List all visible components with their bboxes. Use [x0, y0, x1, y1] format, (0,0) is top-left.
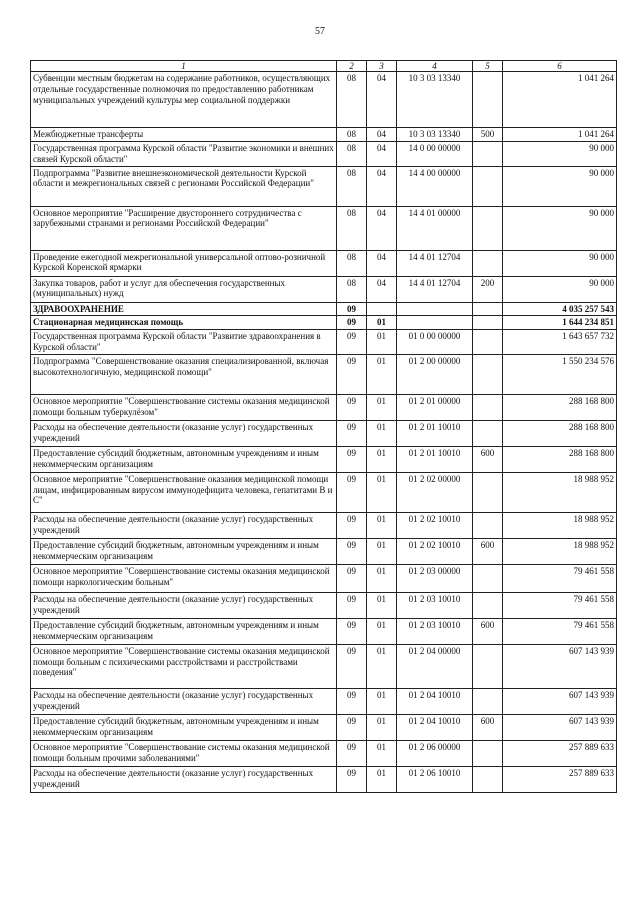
expense-type-code — [473, 688, 503, 714]
item-name: Государственная программа Курской области "Развитие экономики и внешних связей Курской области" — [31, 142, 337, 167]
amount: 90 000 — [503, 206, 617, 250]
expense-type-code — [473, 420, 503, 446]
column-header: 4 — [397, 61, 473, 72]
subsection-code: 01 — [367, 714, 397, 740]
amount: 90 000 — [503, 276, 617, 302]
amount: 1 041 264 — [503, 72, 617, 128]
target-article-code: 01 2 02 00000 — [397, 472, 473, 512]
subsection-code: 04 — [367, 142, 397, 167]
amount: 607 143 939 — [503, 714, 617, 740]
target-article-code: 01 2 06 00000 — [397, 740, 473, 766]
subsection-code: 04 — [367, 166, 397, 206]
item-name: Расходы на обеспечение деятельности (оказание услуг) государственных учреждений — [31, 512, 337, 538]
expense-type-code: 600 — [473, 538, 503, 564]
item-name: Закупка товаров, работ и услуг для обеспечения государственных (муниципальных) нужд — [31, 276, 337, 302]
target-article-code: 14 0 00 00000 — [397, 142, 473, 167]
target-article-code: 01 2 04 10010 — [397, 688, 473, 714]
target-article-code — [397, 302, 473, 316]
amount: 257 889 633 — [503, 766, 617, 792]
target-article-code: 10 3 03 13340 — [397, 128, 473, 142]
item-name: Основное мероприятие "Совершенствование оказания медицинской помощи лицам, инфицированным вирусом иммунодефицита человека, гепатитами В и С" — [31, 472, 337, 512]
expense-type-code — [473, 72, 503, 128]
amount: 607 143 939 — [503, 688, 617, 714]
expense-type-code — [473, 394, 503, 420]
expense-type-code — [473, 592, 503, 618]
expense-type-code — [473, 512, 503, 538]
table-row — [31, 206, 617, 250]
section-code: 09 — [337, 302, 367, 316]
amount: 4 035 257 543 — [503, 302, 617, 316]
amount: 79 461 558 — [503, 592, 617, 618]
target-article-code: 01 2 01 10010 — [397, 446, 473, 472]
table-row — [31, 166, 617, 206]
expense-type-code: 600 — [473, 618, 503, 644]
section-code: 08 — [337, 250, 367, 276]
expense-type-code: 200 — [473, 276, 503, 302]
item-name: Предоставление субсидий бюджетным, автономным учреждениям и иным некоммерческим организациям — [31, 714, 337, 740]
table-row — [31, 564, 617, 592]
subsection-code: 01 — [367, 420, 397, 446]
expense-type-code: 500 — [473, 128, 503, 142]
section-code: 09 — [337, 394, 367, 420]
target-article-code: 01 0 00 00000 — [397, 330, 473, 355]
subsection-code: 01 — [367, 354, 397, 394]
section-code: 09 — [337, 472, 367, 512]
table-row — [31, 302, 617, 316]
amount: 1 644 234 851 — [503, 316, 617, 330]
target-article-code: 01 2 00 00000 — [397, 354, 473, 394]
item-name: Субвенции местным бюджетам на содержание работников, осуществляющих отдельные государственные полномочия по предоставлению работникам муниципальных учреждений культуры мер социальной поддержки — [31, 72, 337, 128]
target-article-code: 01 2 06 10010 — [397, 766, 473, 792]
expense-type-code — [473, 316, 503, 330]
target-article-code: 01 2 01 10010 — [397, 420, 473, 446]
subsection-code: 04 — [367, 72, 397, 128]
target-article-code: 14 4 01 12704 — [397, 276, 473, 302]
subsection-code: 01 — [367, 688, 397, 714]
section-code: 09 — [337, 564, 367, 592]
target-article-code — [397, 316, 473, 330]
amount: 18 988 952 — [503, 538, 617, 564]
table-row — [31, 316, 617, 330]
table-row — [31, 740, 617, 766]
subsection-code: 04 — [367, 128, 397, 142]
expense-type-code — [473, 250, 503, 276]
section-code: 09 — [337, 446, 367, 472]
item-name: Проведение ежегодной межрегиональной универсальной оптово-розничной Курской Коренской ярмарки — [31, 250, 337, 276]
subsection-code: 01 — [367, 446, 397, 472]
section-code: 08 — [337, 206, 367, 250]
subsection-code: 01 — [367, 472, 397, 512]
section-code: 09 — [337, 538, 367, 564]
section-code: 09 — [337, 618, 367, 644]
item-name: Предоставление субсидий бюджетным, автономным учреждениям и иным некоммерческим организациям — [31, 446, 337, 472]
subsection-code: 04 — [367, 206, 397, 250]
section-code: 09 — [337, 714, 367, 740]
amount: 288 168 800 — [503, 420, 617, 446]
table-row — [31, 446, 617, 472]
column-header: 5 — [473, 61, 503, 72]
section-code: 09 — [337, 740, 367, 766]
subsection-code: 01 — [367, 592, 397, 618]
subsection-code: 04 — [367, 250, 397, 276]
expense-type-code — [473, 330, 503, 355]
table-row — [31, 688, 617, 714]
table-row — [31, 766, 617, 792]
item-name: Расходы на обеспечение деятельности (оказание услуг) государственных учреждений — [31, 592, 337, 618]
expense-type-code — [473, 142, 503, 167]
subsection-code: 01 — [367, 512, 397, 538]
target-article-code: 01 2 03 10010 — [397, 618, 473, 644]
section-code: 09 — [337, 644, 367, 688]
table-row — [31, 128, 617, 142]
target-article-code: 14 4 01 00000 — [397, 206, 473, 250]
subsection-code: 01 — [367, 316, 397, 330]
subsection-code: 01 — [367, 394, 397, 420]
section-code: 09 — [337, 354, 367, 394]
section-code: 09 — [337, 512, 367, 538]
page-number: 57 — [315, 26, 325, 37]
section-code: 09 — [337, 420, 367, 446]
section-code: 08 — [337, 72, 367, 128]
table-row — [31, 472, 617, 512]
item-name: Межбюджетные трансферты — [31, 128, 337, 142]
subsection-code: 01 — [367, 618, 397, 644]
target-article-code: 10 3 03 13340 — [397, 72, 473, 128]
amount: 79 461 558 — [503, 564, 617, 592]
table-row — [31, 250, 617, 276]
target-article-code: 01 2 02 10010 — [397, 512, 473, 538]
subsection-code: 01 — [367, 740, 397, 766]
amount: 1 643 657 732 — [503, 330, 617, 355]
section-code: 08 — [337, 142, 367, 167]
table-row — [31, 330, 617, 355]
expense-type-code: 600 — [473, 446, 503, 472]
subsection-code: 01 — [367, 644, 397, 688]
amount: 288 168 800 — [503, 446, 617, 472]
expense-type-code — [473, 644, 503, 688]
budget-table — [30, 60, 617, 793]
expense-type-code — [473, 564, 503, 592]
item-name: Расходы на обеспечение деятельности (оказание услуг) государственных учреждений — [31, 688, 337, 714]
section-code: 09 — [337, 330, 367, 355]
section-code: 09 — [337, 688, 367, 714]
item-name: Расходы на обеспечение деятельности (оказание услуг) государственных учреждений — [31, 420, 337, 446]
item-name: Предоставление субсидий бюджетным, автономным учреждениям и иным некоммерческим организациям — [31, 618, 337, 644]
section-code: 08 — [337, 166, 367, 206]
item-name: Основное мероприятие "Совершенствование системы оказания медицинской помощи больным туберкулёзом" — [31, 394, 337, 420]
item-name: Подпрограмма "Развитие внешнеэкономической деятельности Курской области и межрегиональных связей с регионами Российской Федерации" — [31, 166, 337, 206]
item-name: Основное мероприятие "Совершенствование системы оказания медицинской помощи больным с психическими расстройствами и расстройствами поведения" — [31, 644, 337, 688]
table-row — [31, 72, 617, 128]
table-row — [31, 512, 617, 538]
amount: 1 550 234 576 — [503, 354, 617, 394]
item-name: Предоставление субсидий бюджетным, автономным учреждениям и иным некоммерческим организациям — [31, 538, 337, 564]
amount: 1 041 264 — [503, 128, 617, 142]
item-name: Подпрограмма "Совершенствование оказания специализированной, включая высокотехнологичную, медицинской помощи" — [31, 354, 337, 394]
amount: 90 000 — [503, 142, 617, 167]
amount: 18 988 952 — [503, 512, 617, 538]
target-article-code: 01 2 03 10010 — [397, 592, 473, 618]
table-header-row — [31, 61, 617, 72]
target-article-code: 01 2 04 10010 — [397, 714, 473, 740]
item-name: Основное мероприятие "Совершенствование системы оказания медицинской помощи наркологическим больным" — [31, 564, 337, 592]
expense-type-code — [473, 302, 503, 316]
target-article-code: 14 4 00 00000 — [397, 166, 473, 206]
table-row — [31, 538, 617, 564]
table-row — [31, 142, 617, 167]
target-article-code: 14 4 01 12704 — [397, 250, 473, 276]
amount: 257 889 633 — [503, 740, 617, 766]
amount: 288 168 800 — [503, 394, 617, 420]
expense-type-code — [473, 354, 503, 394]
amount: 79 461 558 — [503, 618, 617, 644]
section-code: 08 — [337, 128, 367, 142]
table-row — [31, 276, 617, 302]
target-article-code: 01 2 01 00000 — [397, 394, 473, 420]
subsection-code — [367, 302, 397, 316]
table-row — [31, 354, 617, 394]
amount: 18 988 952 — [503, 472, 617, 512]
table-body — [31, 72, 617, 793]
subsection-code: 04 — [367, 276, 397, 302]
item-name: Основное мероприятие "Расширение двустороннего сотрудничества с зарубежными странами и регионами Российской Федерации" — [31, 206, 337, 250]
expense-type-code — [473, 206, 503, 250]
section-code: 09 — [337, 592, 367, 618]
section-code: 09 — [337, 316, 367, 330]
item-name: Государственная программа Курской области "Развитие здравоохранения в Курской области" — [31, 330, 337, 355]
expense-type-code — [473, 766, 503, 792]
amount: 90 000 — [503, 250, 617, 276]
expense-type-code — [473, 166, 503, 206]
item-name: Основное мероприятие "Совершенствование системы оказания медицинской помощи больным прочими заболеваниями" — [31, 740, 337, 766]
amount: 90 000 — [503, 166, 617, 206]
table-row — [31, 592, 617, 618]
subsection-code: 01 — [367, 330, 397, 355]
table-row — [31, 714, 617, 740]
table-row — [31, 618, 617, 644]
expense-type-code: 600 — [473, 714, 503, 740]
section-code: 08 — [337, 276, 367, 302]
table-row — [31, 420, 617, 446]
expense-type-code — [473, 472, 503, 512]
column-header: 6 — [503, 61, 617, 72]
column-header: 1 — [31, 61, 337, 72]
subsection-code: 01 — [367, 766, 397, 792]
target-article-code: 01 2 03 00000 — [397, 564, 473, 592]
target-article-code: 01 2 02 10010 — [397, 538, 473, 564]
subsection-code: 01 — [367, 564, 397, 592]
amount: 607 143 939 — [503, 644, 617, 688]
item-name: ЗДРАВООХРАНЕНИЕ — [31, 302, 337, 316]
item-name: Стационарная медицинская помощь — [31, 316, 337, 330]
table-row — [31, 394, 617, 420]
table-row — [31, 644, 617, 688]
column-header: 2 — [337, 61, 367, 72]
target-article-code: 01 2 04 00000 — [397, 644, 473, 688]
column-header: 3 — [367, 61, 397, 72]
item-name: Расходы на обеспечение деятельности (оказание услуг) государственных учреждений — [31, 766, 337, 792]
expense-type-code — [473, 740, 503, 766]
subsection-code: 01 — [367, 538, 397, 564]
section-code: 09 — [337, 766, 367, 792]
